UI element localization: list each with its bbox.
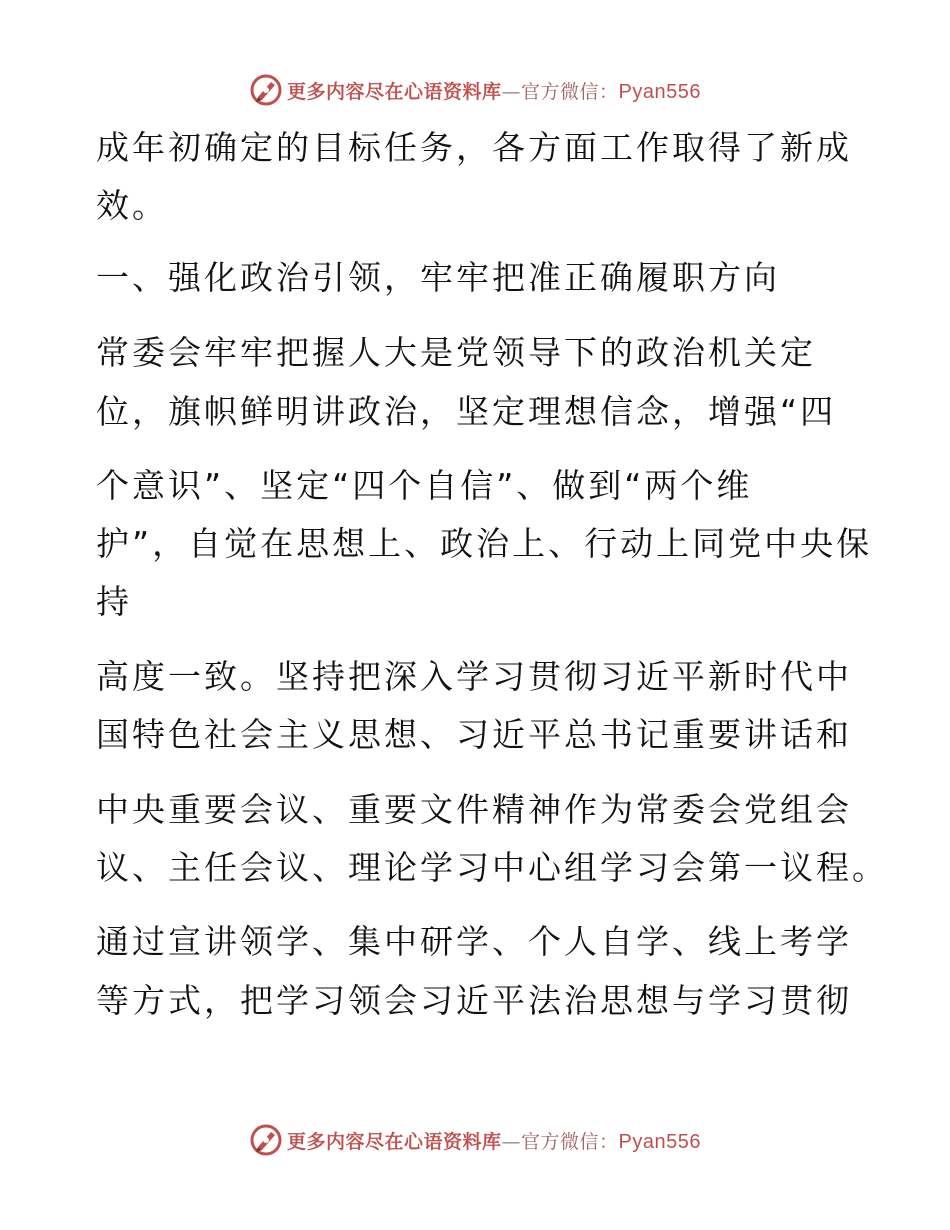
- body-line-12: 议、主任会议、理论学习中心组学习会第一议程。: [96, 848, 888, 887]
- footer-separator: —: [501, 1130, 522, 1153]
- body-line-14: 等方式，把学习领会习近平法治思想与学习贯彻: [96, 981, 852, 1020]
- body-line-8: 持: [96, 582, 132, 621]
- body-line-2: 效。: [96, 186, 168, 225]
- body-line-10: 国特色社会主义思想、习近平总书记重要讲话和: [96, 715, 852, 754]
- body-line-1: 成年初确定的目标任务，各方面工作取得了新成: [96, 128, 852, 167]
- brand-logo-icon: [249, 1123, 283, 1157]
- header-banner: [0, 70, 950, 110]
- body-line-7: 护”，自觉在思想上、政治上、行动上同党中央保: [96, 524, 873, 563]
- body-line-4: 常委会牢牢把握人大是党领导下的政治机关定: [96, 333, 816, 372]
- header-label: 官方微信：: [521, 80, 619, 103]
- body-line-13: 通过宣讲领学、集中研学、个人自学、线上考学: [96, 922, 852, 961]
- footer-banner: [0, 1120, 950, 1160]
- header-wechat-id: Pyan556: [618, 80, 701, 103]
- footer-text: [287, 1127, 701, 1154]
- footer-label: 官方微信：: [521, 1130, 619, 1153]
- header-brand: 更多内容尽在心语资料库: [287, 80, 502, 103]
- brand-logo-icon: [249, 73, 283, 107]
- body-line-6: 个意识”、坚定“四个自信”、做到“两个维: [96, 466, 753, 505]
- header-separator: —: [501, 80, 522, 103]
- footer-brand: 更多内容尽在心语资料库: [287, 1130, 502, 1153]
- header-text: [287, 77, 701, 104]
- body-line-9: 高度一致。坚持把深入学习贯彻习近平新时代中: [96, 657, 852, 696]
- section-heading: 一、强化政治引领，牢牢把准正确履职方向: [96, 258, 780, 297]
- footer-wechat-id: Pyan556: [618, 1130, 701, 1153]
- body-line-11: 中央重要会议、重要文件精神作为常委会党组会: [96, 790, 852, 829]
- body-line-5: 位，旗帜鲜明讲政治，坚定理想信念，增强“四: [96, 392, 837, 431]
